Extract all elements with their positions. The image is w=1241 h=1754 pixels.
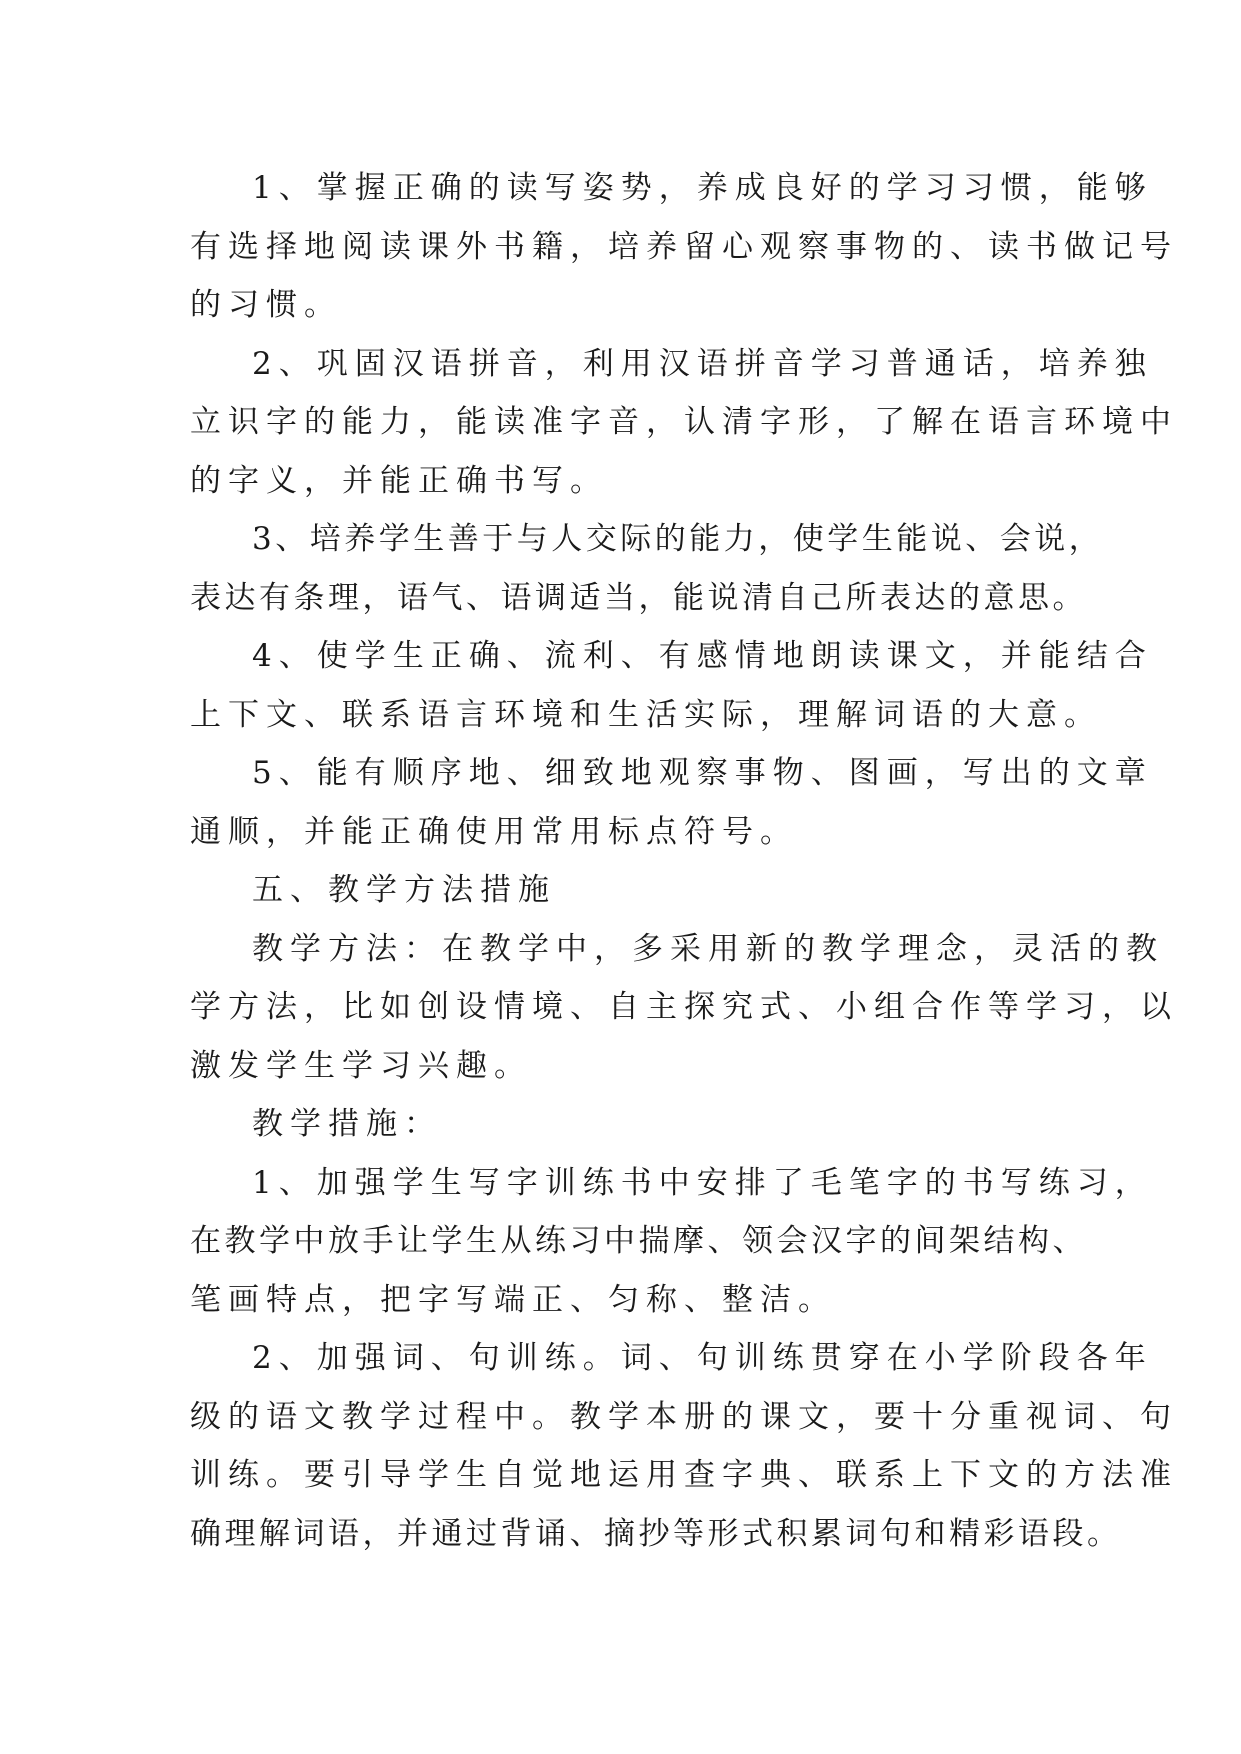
text-line: 3、培养学生善于与人交际的能力，使学生能说、会说， <box>252 521 1104 557</box>
text-line: 上下文、联系语言环境和生活实际，理解词语的大意。 <box>190 696 1102 733</box>
text-line: 学方法，比如创设情境、自主探究式、小组合作等学习，以 <box>190 989 1178 1025</box>
text-line: 在教学中放手让学生从练习中揣摩、领会汉字的间架结构、 <box>190 1223 1087 1259</box>
text-line: 表达有条理，语气、语调适当，能说清自己所表达的意思。 <box>190 579 1087 616</box>
text-line: 2、加强词、句训练。词、句训练贯穿在小学阶段各年 <box>252 1340 1153 1376</box>
text-line: 4、使学生正确、流利、有感情地朗读课文，并能结合 <box>252 638 1153 674</box>
text-line: 激发学生学习兴趣。 <box>190 1047 532 1084</box>
text-line: 通顺，并能正确使用常用标点符号。 <box>190 813 798 850</box>
paragraph-goal-1 <box>190 159 1178 335</box>
text-line: 的习惯。 <box>190 287 342 323</box>
text-line: 的字义，并能正确书写。 <box>190 462 608 499</box>
text-line: 立识字的能力，能读准字音，认清字形，了解在语言环境中 <box>190 404 1178 440</box>
text-line: 1、掌握正确的读写姿势，养成良好的学习习惯，能够 <box>252 170 1153 206</box>
paragraph-measure-2 <box>190 1329 1178 1563</box>
paragraph-teaching-method <box>190 920 1178 1096</box>
text-line: 1、加强学生写字训练书中安排了毛笔字的书写练习， <box>252 1164 1153 1201</box>
text-line: 级的语文教学过程中。教学本册的课文，要十分重视词、句 <box>190 1398 1178 1435</box>
paragraph-goal-5 <box>190 744 1153 861</box>
text-line: 2、巩固汉语拼音，利用汉语拼音学习普通话，培养独 <box>252 345 1153 382</box>
section-heading <box>190 861 1070 920</box>
text-line: 笔画特点，把字写端正、匀称、整洁。 <box>190 1281 836 1318</box>
text-line: 确理解词语，并通过背诵、摘抄等形式积累词句和精彩语段。 <box>190 1515 1122 1552</box>
paragraph-goal-2 <box>190 335 1178 511</box>
paragraph-measures-heading <box>190 1095 1070 1154</box>
paragraph-goal-4 <box>190 627 1153 744</box>
paragraph-measure-1 <box>190 1154 1153 1330</box>
text-line: 训练。要引导学生自觉地运用查字典、联系上下文的方法准 <box>190 1457 1178 1493</box>
text-line: 有选择地阅读课外书籍，培养留心观察事物的、读书做记号 <box>190 228 1178 265</box>
document-body <box>190 159 1178 1563</box>
section-heading-text: 五、教学方法措施 <box>252 872 556 908</box>
text-line: 教学措施： <box>252 1106 442 1142</box>
text-line: 教学方法：在教学中，多采用新的教学理念，灵活的教 <box>252 930 1164 967</box>
text-line: 5、能有顺序地、细致地观察事物、图画，写出的文章 <box>252 755 1153 791</box>
paragraph-goal-3 <box>190 510 1104 627</box>
